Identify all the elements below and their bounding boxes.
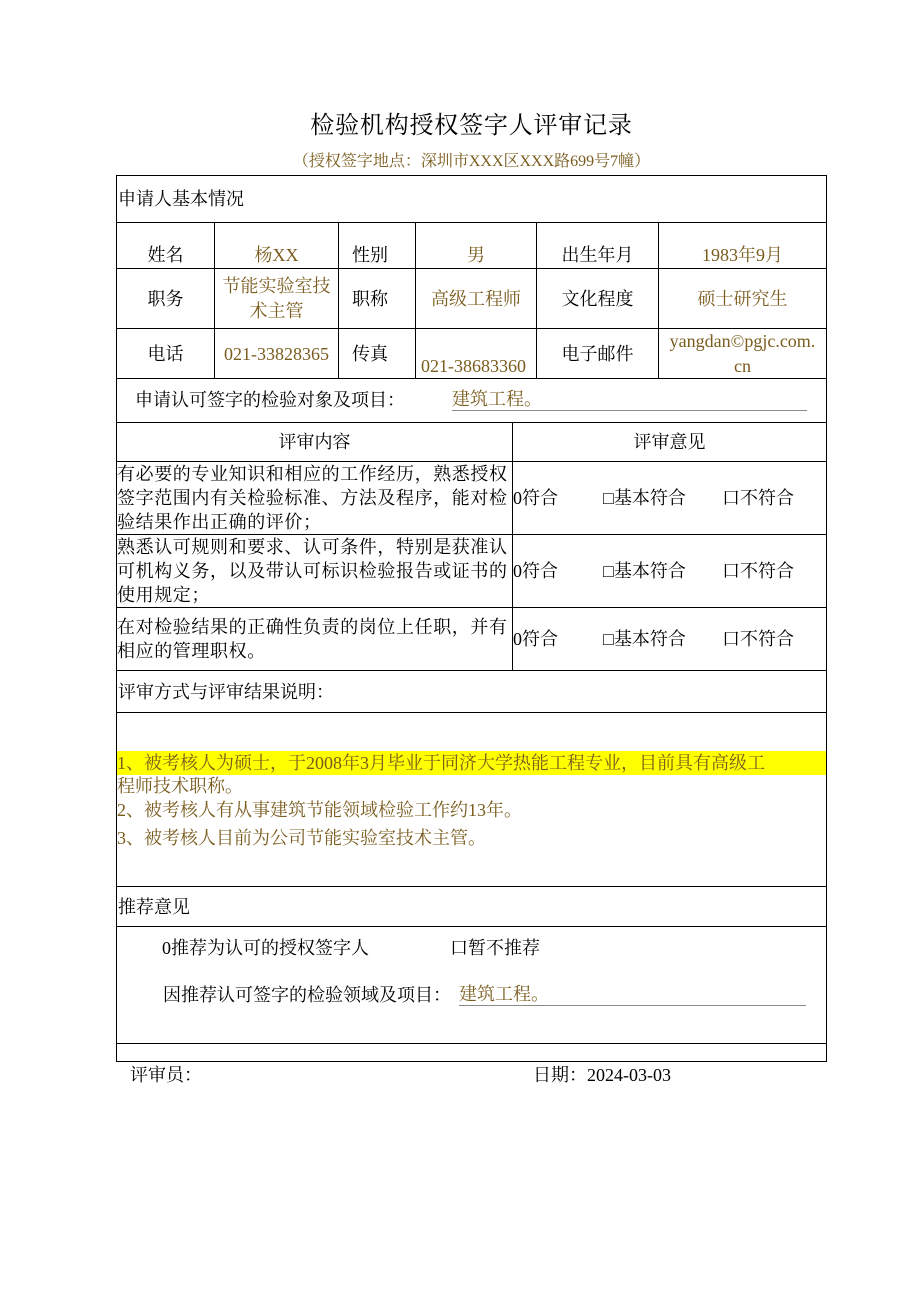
review-opinion-header: 评审意见 — [633, 432, 706, 452]
birth-value: 1983年9月 — [702, 245, 783, 265]
phone-label-cell — [116, 328, 215, 379]
education-value: 硕士研究生 — [697, 288, 788, 309]
email-value-cell — [658, 328, 827, 379]
results-text-cell — [116, 712, 827, 887]
scope-value-field: 建筑工程。 — [452, 388, 807, 411]
not-recommend-option: 口暂不推荐 — [450, 938, 540, 958]
reviewer-label: 评审员： — [130, 1065, 202, 1085]
gender-label: 性别 — [352, 245, 388, 265]
position-label-cell — [116, 268, 215, 329]
birth-label-cell — [536, 222, 659, 269]
criterion-1-option-basic-conform: □基本符合 — [603, 488, 686, 508]
review-content-header: 评审内容 — [278, 432, 351, 452]
recommendation-label-row — [116, 886, 827, 927]
date-value: 2024-03-03 — [587, 1065, 671, 1085]
email-value-line-1: yangdan©pgjc.com. — [669, 330, 816, 351]
education-label: 文化程度 — [561, 288, 634, 309]
criterion-1-text-cell — [116, 461, 513, 535]
recommend-scope-field: 建筑工程。 — [459, 983, 806, 1006]
criterion-2-opinion-cell — [512, 534, 827, 608]
job-title-value-cell — [415, 268, 537, 329]
scope-label: 申请认可签字的检验对象及项目： — [135, 390, 405, 410]
job-title-label-cell — [338, 268, 416, 329]
education-value-cell — [658, 268, 827, 329]
criterion-1-option-conform: 0符合 — [513, 488, 558, 508]
email-label-cell — [536, 328, 659, 379]
criterion-2-option-nonconform: 口不符合 — [722, 561, 794, 581]
name-label: 姓名 — [147, 245, 184, 265]
gender-value-cell — [415, 222, 537, 269]
results-label-row — [116, 670, 827, 713]
criterion-3-option-conform: 0符合 — [513, 629, 558, 649]
criterion-3-option-nonconform: 口不符合 — [722, 629, 794, 649]
fax-label: 传真 — [352, 343, 388, 364]
phone-value: 021-33828365 — [224, 343, 329, 364]
criterion-2-option-conform: 0符合 — [513, 561, 558, 581]
date-label: 日期： — [533, 1065, 587, 1085]
criterion-3-opinion-cell — [512, 607, 827, 671]
review-opinion-header-cell — [512, 422, 827, 462]
position-label: 职务 — [147, 288, 184, 309]
document-title: 检验机构授权签字人评审记录 — [310, 111, 633, 139]
criterion-2-text-cell — [116, 534, 513, 608]
birth-label: 出生年月 — [561, 245, 634, 265]
phone-value-cell — [214, 328, 339, 379]
criterion-3-text-cell — [116, 607, 513, 671]
criterion-3-line-1: 在对检验结果的正确性负责的岗位上任职，并有 — [117, 617, 508, 637]
recommend-option: 0推荐为认可的授权签字人 — [162, 938, 369, 958]
criterion-3-line-2: 相应的管理职权。 — [117, 641, 266, 661]
criterion-1-line-3: 验结果作出正确的评价； — [117, 512, 322, 532]
criterion-2-line-3: 使用规定； — [117, 585, 210, 605]
criterion-1-line-2: 签字范围内有关检验标准、方法及程序，能对检 — [117, 488, 508, 508]
birth-value-cell — [658, 222, 827, 269]
email-value-line-2: cn — [734, 355, 751, 376]
review-date — [533, 1063, 671, 1087]
results-line-2: 程师技术职称。 — [117, 776, 243, 796]
fax-value: 021-38683360 — [421, 356, 526, 376]
criterion-2-line-1: 熟悉认可规则和要求、认可条件，特别是获准认 — [117, 537, 508, 557]
recommendation-label: 推荐意见 — [118, 896, 190, 917]
review-content-header-cell — [116, 422, 513, 462]
job-title-value: 高级工程师 — [431, 288, 521, 309]
criterion-1-opinion-cell — [512, 461, 827, 535]
applicant-section-row — [116, 175, 827, 223]
results-label: 评审方式与评审结果说明： — [118, 681, 334, 702]
position-value-cell — [214, 268, 339, 329]
results-line-4: 3、被考核人目前为公司节能实验室技术主管。 — [117, 828, 486, 848]
fax-label-cell — [338, 328, 416, 379]
phone-label: 电话 — [147, 343, 184, 364]
name-label-cell — [116, 222, 215, 269]
fax-value-cell — [415, 328, 537, 379]
criterion-1-option-nonconform: 口不符合 — [722, 488, 794, 508]
recommend-scope-label: 因推荐认可签字的检验领域及项目： — [163, 985, 451, 1005]
criterion-2-line-2: 可机构义务，以及带认可标识检验报告或证书的 — [117, 561, 508, 581]
gender-value: 男 — [467, 245, 485, 265]
job-title-label: 职称 — [352, 288, 388, 309]
scope-row — [116, 378, 827, 423]
email-label: 电子邮件 — [561, 343, 634, 364]
recommendation-body-cell — [116, 926, 827, 1044]
position-value: 节能实验室技术主管 — [222, 275, 331, 321]
empty-bottom-row — [116, 1043, 827, 1062]
results-line-3: 2、被考核人有从事建筑节能领域检验工作约13年。 — [117, 800, 522, 820]
document-subtitle: （授权签字地点：深圳市XXX区XXX路699号7幢） — [292, 153, 651, 170]
gender-label-cell — [338, 222, 416, 269]
criterion-2-option-basic-conform: □基本符合 — [603, 561, 686, 581]
criterion-3-option-basic-conform: □基本符合 — [603, 629, 686, 649]
name-value-cell — [214, 222, 339, 269]
name-value: 杨XX — [254, 245, 299, 265]
education-label-cell — [536, 268, 659, 329]
applicant-section-label: 申请人基本情况 — [118, 189, 244, 209]
results-line-1: 1、被考核人为硕士，于2008年3月毕业于同济大学热能工程专业，目前具有高级工 — [117, 753, 765, 773]
criterion-1-line-1: 有必要的专业知识和相应的工作经历，熟悉授权 — [117, 464, 508, 484]
